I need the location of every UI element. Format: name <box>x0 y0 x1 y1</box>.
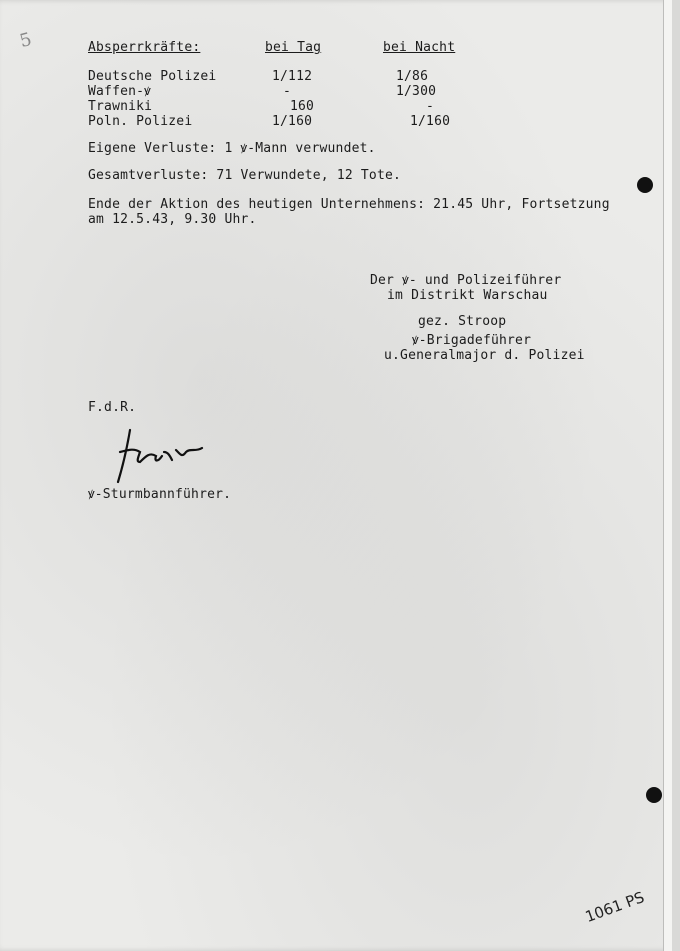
row-night: - <box>426 99 435 114</box>
column-night: bei Nacht <box>383 40 456 55</box>
row-unit: Trawniki <box>88 99 153 114</box>
pencil-page-mark: 5 <box>17 28 34 53</box>
forces-label: Absperrkräfte: <box>88 40 201 55</box>
rank-line: ꝟ-Sturmbannführer. <box>88 487 232 502</box>
page-edge <box>663 0 672 951</box>
column-day: bei Tag <box>265 40 322 55</box>
sig-title-line2: im Distrikt Warschau <box>387 288 548 303</box>
row-day: 1/160 <box>272 114 313 129</box>
row-unit: Waffen-ꝟ <box>88 84 151 99</box>
sig-title-line1: Der ꝟ- und Polizeiführer <box>370 273 562 288</box>
fdr-mark: F.d.R. <box>88 400 137 415</box>
archive-stamp: 1061 PS <box>582 888 647 926</box>
row-night: 1/300 <box>396 84 437 99</box>
row-night: 1/86 <box>396 69 429 84</box>
sig-name: gez. Stroop <box>418 314 507 329</box>
row-unit: Deutsche Polizei <box>88 69 217 84</box>
sig-rank: ꝟ-Brigadeführer <box>412 333 532 348</box>
end-of-action-line2: am 12.5.43, 9.30 Uhr. <box>88 212 257 227</box>
punch-hole <box>637 177 653 193</box>
row-day: 1/112 <box>272 69 313 84</box>
row-unit: Poln. Polizei <box>88 114 193 129</box>
total-losses: Gesamtverluste: 71 Verwundete, 12 Tote. <box>88 168 402 183</box>
handwritten-signature <box>110 422 220 492</box>
row-day: 160 <box>290 99 315 114</box>
end-of-action-line1: Ende der Aktion des heutigen Unternehmens: 21.45 Uhr, Fortsetzung <box>88 197 610 212</box>
sig-rank2: u.Generalmajor d. Polizei <box>384 348 585 363</box>
row-day: - <box>283 84 292 99</box>
row-night: 1/160 <box>410 114 451 129</box>
own-losses: Eigene Verluste: 1 ꝟ-Mann verwundet. <box>88 141 376 156</box>
punch-hole <box>646 787 662 803</box>
